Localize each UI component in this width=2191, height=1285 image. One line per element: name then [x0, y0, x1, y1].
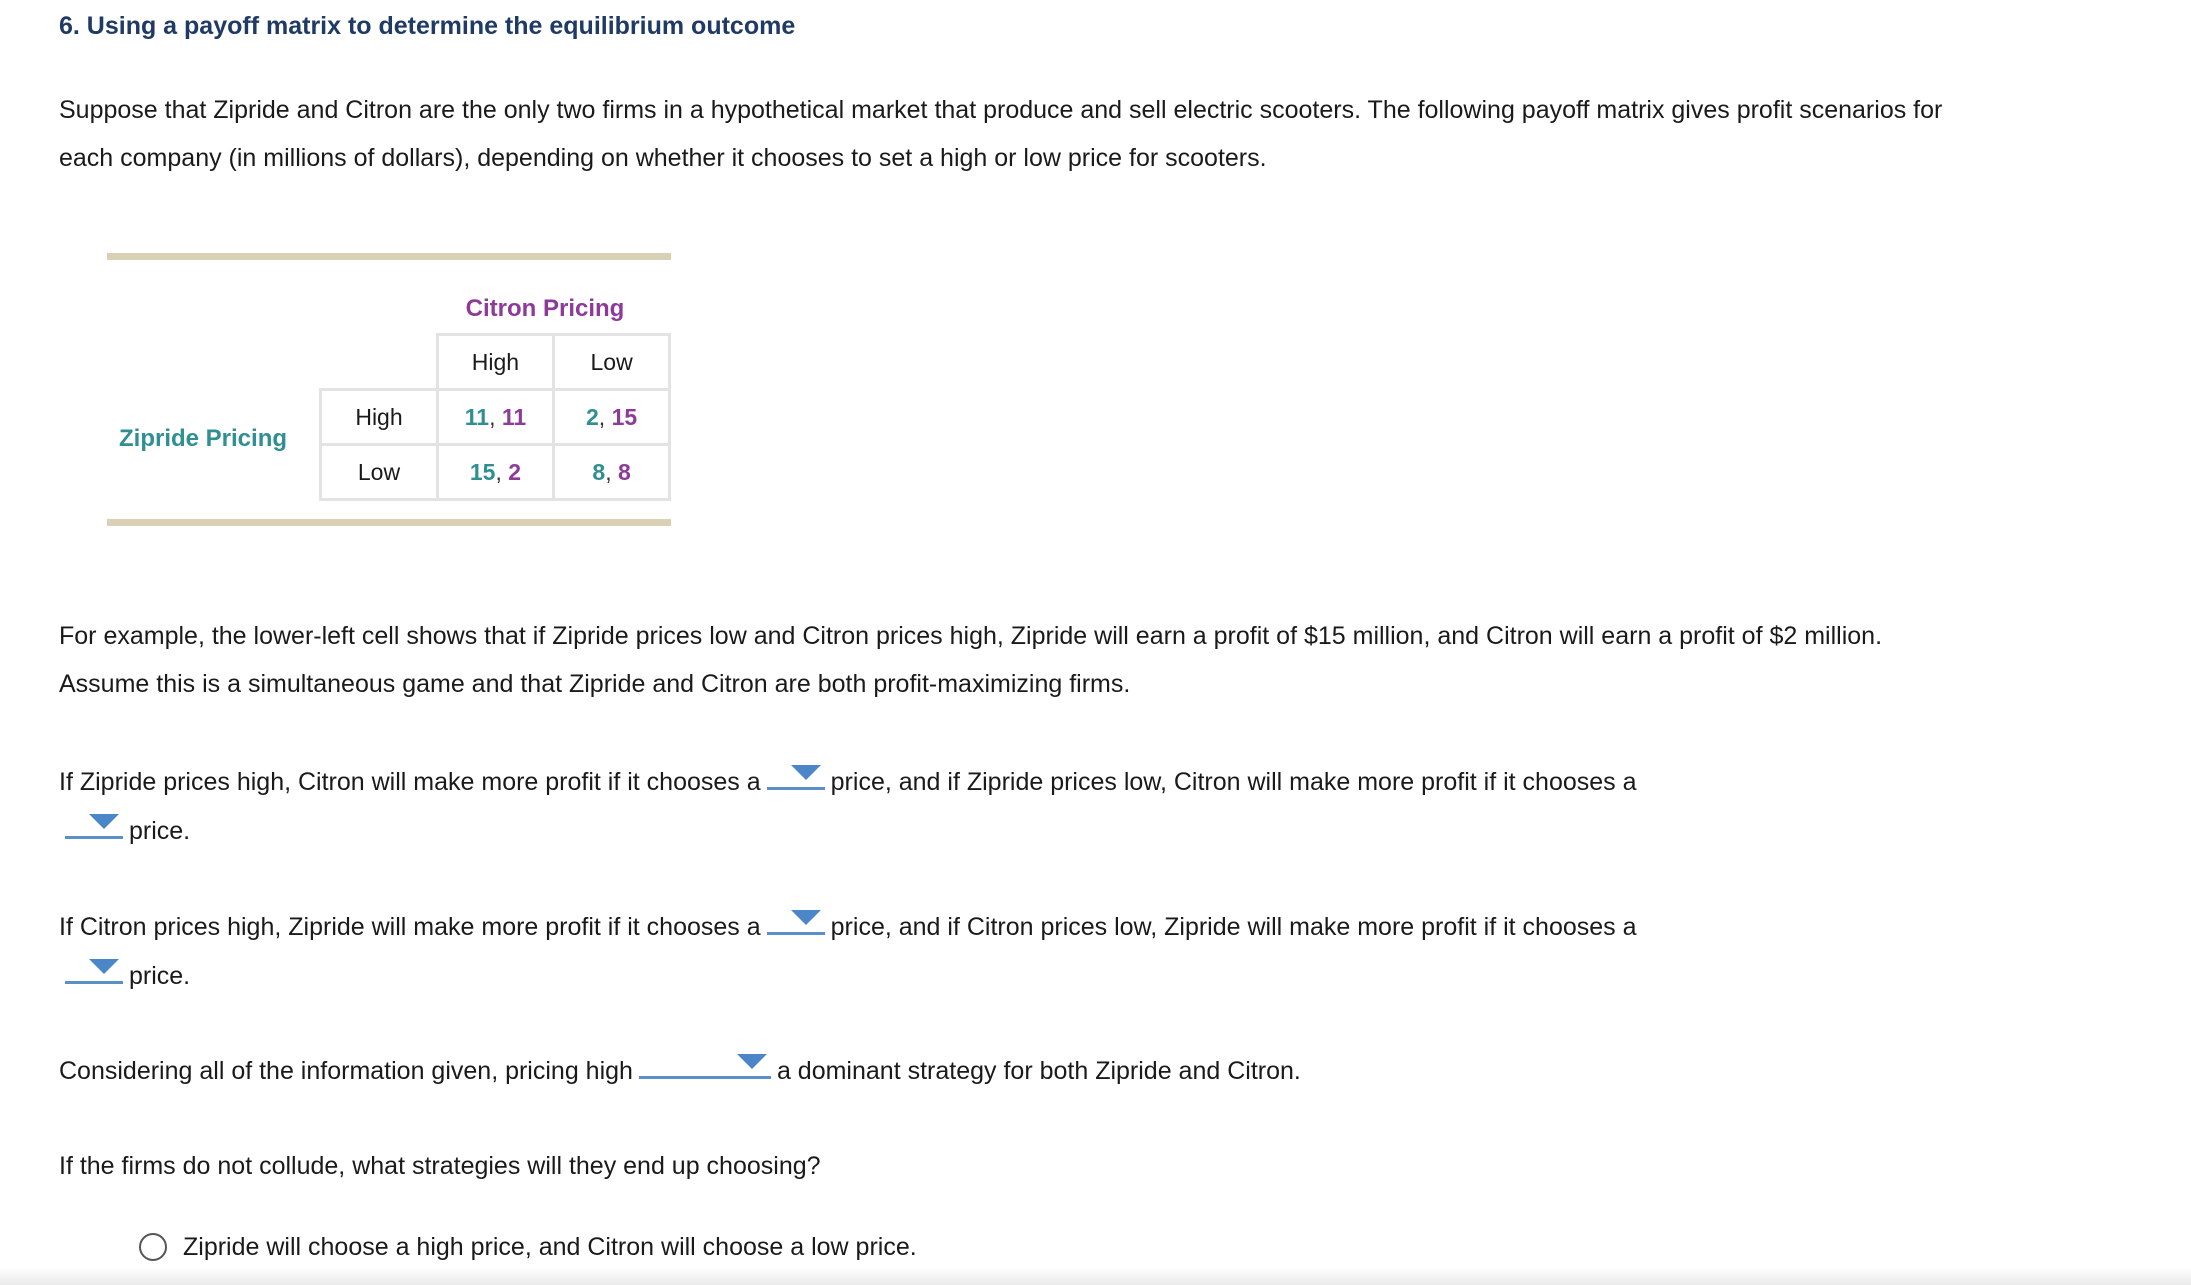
zipride-response-low-dropdown[interactable]: [65, 951, 123, 984]
citron-pricing-label: Citron Pricing: [465, 295, 625, 322]
citron-payoff: 8: [617, 458, 631, 485]
payoff-cell-high-low: 2, 15: [554, 390, 670, 445]
citron-payoff: 15: [611, 403, 638, 430]
question-citron-best-response: If Zipride prices high, Citron will make more profit if it chooses a price, and if Zipride prices low, Citron will make more profit if it chooses a price.: [59, 757, 2059, 855]
example-paragraph: For example, the lower-left cell shows that if Zipride prices low and Citron prices high, Zipride will earn a profit of $15 million, and Citron will earn a profit of $2 million. Assume this is a simultaneous game and that Zipride and Citron are both profit-maximizing firms.: [59, 622, 1883, 698]
chevron-down-icon: [791, 765, 821, 780]
zipride-payoff: 2: [586, 403, 599, 430]
dominant-strategy-dropdown[interactable]: [639, 1046, 771, 1079]
col-header-high: High: [437, 335, 553, 390]
strategy-option-label: Zipride will choose a high price, and Citron will choose a low price.: [183, 1233, 917, 1261]
intro-paragraph: Suppose that Zipride and Citron are the only two firms in a hypothetical market that produce and sell electric scooters. The following payoff matrix gives profit scenarios for each company (in millions of dollars), depending on whether it chooses to set a high or low price for scooters.: [59, 96, 1943, 172]
zipride-payoff: 8: [592, 458, 606, 485]
payoff-table: [107, 333, 671, 501]
zipride-payoff: 15: [469, 458, 496, 485]
chevron-down-icon: [737, 1054, 767, 1069]
row-header-high: High: [321, 390, 437, 445]
payoff-cell-high-high: 11, 11: [437, 390, 553, 445]
matrix-bottom-rule: [107, 519, 671, 526]
row-header-low: Low: [321, 445, 437, 500]
payoff-matrix: [107, 253, 671, 526]
question-title: 6. Using a payoff matrix to determine the equilibrium outcome: [59, 12, 796, 40]
citron-response-high-dropdown[interactable]: [767, 757, 825, 790]
strategy-option-1[interactable]: [139, 1229, 917, 1265]
scroll-fade: [0, 1268, 2191, 1285]
matrix-top-rule: [107, 253, 671, 260]
citron-payoff: 11: [501, 403, 527, 430]
zipride-pricing-label: Zipride Pricing: [118, 425, 288, 452]
payoff-cell-low-low: 8, 8: [554, 445, 670, 500]
citron-payoff: 2: [508, 458, 522, 485]
chevron-down-icon: [89, 959, 119, 974]
zipride-response-high-dropdown[interactable]: [767, 902, 825, 935]
radio-button[interactable]: [139, 1233, 167, 1261]
col-header-low: Low: [554, 335, 670, 390]
zipride-payoff: 11: [464, 403, 490, 430]
question-zipride-best-response: If Citron prices high, Zipride will make more profit if it chooses a price, and if Citron prices low, Zipride will make more profit if it chooses a price.: [59, 902, 2059, 1000]
question-strategy-choice: If the firms do not collude, what strategies will they end up choosing?: [59, 1152, 821, 1180]
payoff-cell-low-high: 15, 2: [437, 445, 553, 500]
chevron-down-icon: [89, 814, 119, 829]
question-dominant-strategy: Considering all of the information given, pricing high a dominant strategy for both Zipride and Citron.: [59, 1046, 2059, 1095]
chevron-down-icon: [791, 910, 821, 925]
citron-response-low-dropdown[interactable]: [65, 806, 123, 839]
